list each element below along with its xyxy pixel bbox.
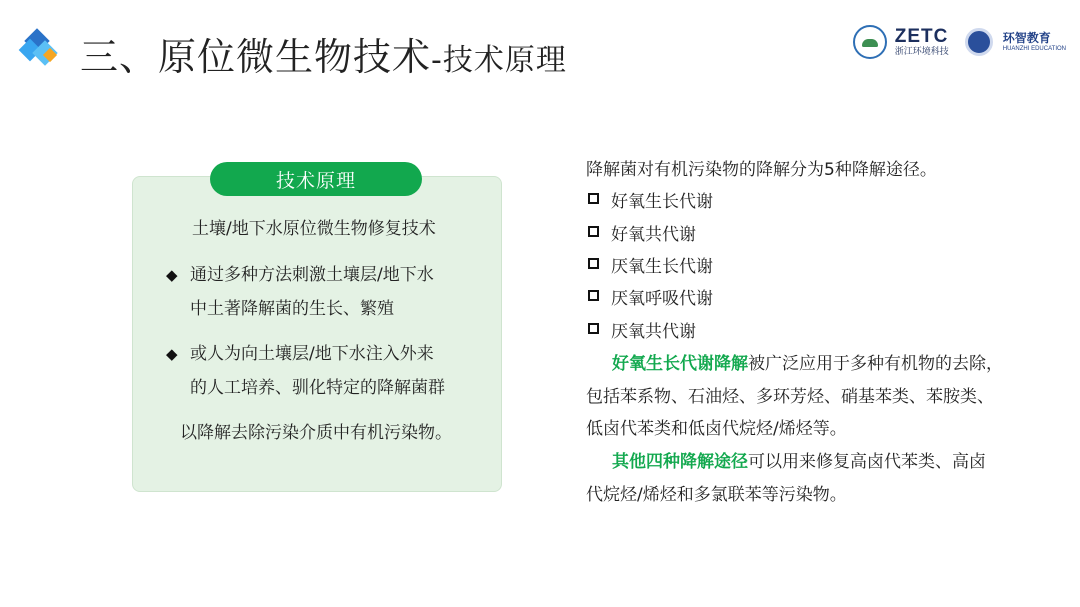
paragraph-1-line-3: 低卤代苯类和低卤代烷烃/烯烃等。 <box>586 419 847 439</box>
paragraph-1-line-2: 包括苯系物、石油烃、多环芳烃、硝基苯类、苯胺类、 <box>586 387 994 407</box>
paragraph-1-rest: 被广泛应用于多种有机物的去除， <box>748 354 1003 374</box>
panel-heading: 土壤/地下水原位微生物修复技术 <box>192 219 436 239</box>
pathway-item: 好氧共代谢 <box>611 225 696 245</box>
huanzhi-logo <box>1003 32 1066 52</box>
bullet-icon: ◆ <box>166 266 178 284</box>
logo-bar <box>853 24 1066 60</box>
pathway-item: 厌氧共代谢 <box>611 322 696 342</box>
bullet-icon: ◆ <box>166 345 178 363</box>
pathway-item: 厌氧生长代谢 <box>611 257 713 277</box>
title-diamond-icon <box>18 28 62 72</box>
paragraph-2-line-1 <box>612 447 986 472</box>
paragraph-2-rest: 可以用来修复高卤代苯类、高卤 <box>748 452 986 472</box>
checkbox-icon <box>588 226 599 237</box>
zetc-logo-icon <box>853 25 887 59</box>
title-sub: -技术原理 <box>431 43 567 78</box>
pathway-item: 好氧生长代谢 <box>611 192 713 212</box>
bullet-2-line-2: 的人工培养、驯化特定的降解菌群 <box>190 378 445 398</box>
zetc-logo-caption: 浙江环境科技 <box>894 47 949 57</box>
huanzhi-logo-caption: HUANZHI EDUCATION <box>1002 46 1066 52</box>
zetc-logo <box>895 27 949 57</box>
paragraph-2-highlight: 其他四种降解途径 <box>612 452 748 472</box>
panel-closing: 以降解去除污染介质中有机污染物。 <box>180 423 452 443</box>
huanzhi-logo-name: 环智教育 <box>1002 31 1051 45</box>
title-main: 三、原位微生物技术 <box>80 35 432 79</box>
paragraph-1-line-1 <box>612 349 1003 374</box>
huanzhi-logo-icon <box>965 28 993 56</box>
principle-pill: 技术原理 <box>210 162 422 196</box>
pathway-item: 厌氧呼吸代谢 <box>611 289 713 309</box>
intro-text: 降解菌对有机污染物的降解分为5种降解途径。 <box>586 160 937 180</box>
zetc-logo-name: ZETC <box>894 26 949 47</box>
page-title <box>80 26 567 81</box>
paragraph-2-line-2: 代烷烃/烯烃和多氯联苯等污染物。 <box>586 485 847 505</box>
bullet-1-line-2: 中土著降解菌的生长、繁殖 <box>190 299 394 319</box>
bullet-2-line-1: 或人为向土壤层/地下水注入外来 <box>190 344 434 364</box>
bullet-1-line-1: 通过多种方法刺激土壤层/地下水 <box>190 265 434 285</box>
checkbox-icon <box>588 193 599 204</box>
paragraph-1-highlight: 好氧生长代谢降解 <box>612 354 748 374</box>
checkbox-icon <box>588 323 599 334</box>
checkbox-icon <box>588 258 599 269</box>
checkbox-icon <box>588 290 599 301</box>
